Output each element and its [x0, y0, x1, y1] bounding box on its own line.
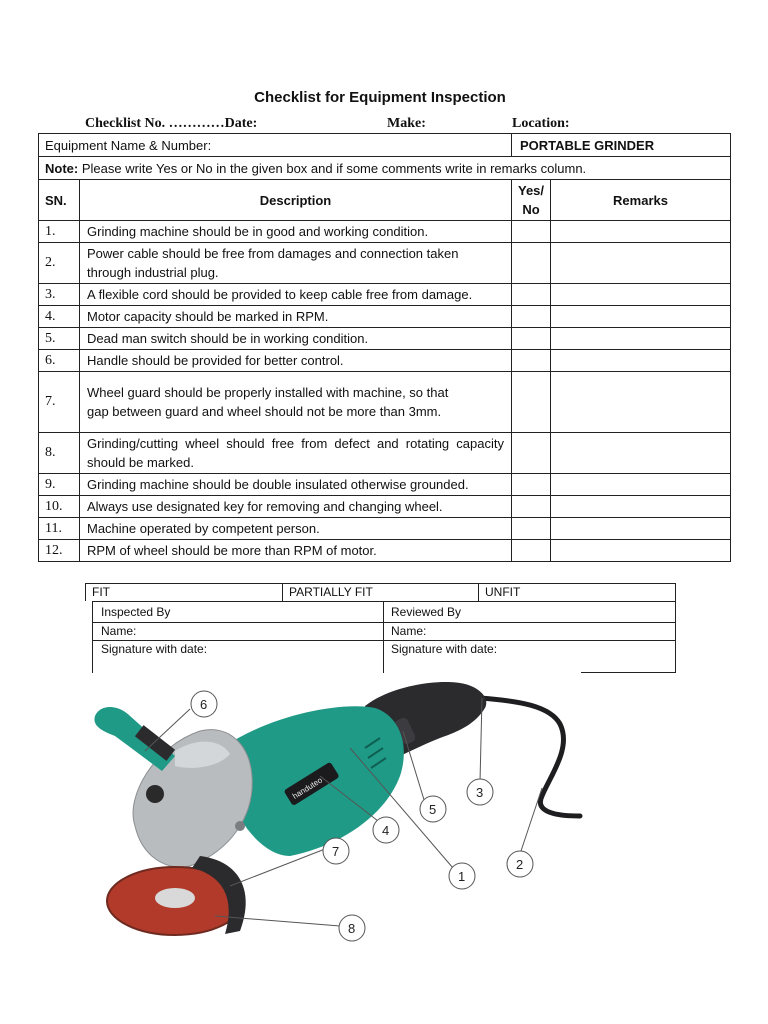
- yes-no-box[interactable]: [512, 328, 551, 350]
- callout-2: [507, 851, 533, 877]
- item-description: Dead man switch should be in working condition.: [80, 328, 512, 350]
- callout-3: [467, 779, 493, 805]
- page-title: Checklist for Equipment Inspection: [254, 89, 506, 106]
- item-description: Wheel guard should be properly installed with machine, so that gap between guard and wheel should not be more than 3mm.: [80, 372, 512, 433]
- remarks-box[interactable]: [551, 350, 731, 372]
- yes-no-box[interactable]: [512, 306, 551, 328]
- remarks-box[interactable]: [551, 540, 731, 562]
- svg-text:8: 8: [348, 921, 356, 936]
- callout-5: [420, 796, 446, 822]
- item-description: A flexible cord should be provided to keep cable free from damage.: [80, 284, 512, 306]
- note-label: Note:: [45, 160, 79, 176]
- yes-no-box[interactable]: [512, 474, 551, 496]
- item-number: 10.: [39, 496, 80, 518]
- svg-text:3: 3: [476, 785, 484, 800]
- inspected-by-label: Inspected By: [101, 605, 171, 619]
- note-text: Please write Yes or No in the given box and if some comments write in remarks column.: [78, 160, 587, 176]
- svg-text:4: 4: [382, 823, 390, 838]
- item-description: RPM of wheel should be more than RPM of motor.: [80, 540, 512, 562]
- remarks-box[interactable]: [551, 496, 731, 518]
- checklist-row: [39, 328, 731, 350]
- item-number: 8.: [39, 433, 80, 474]
- header-description: Description: [80, 180, 512, 221]
- checklist-row: [39, 243, 731, 284]
- item-description: Machine operated by competent person.: [80, 518, 512, 540]
- angle-grinder-illustration: [80, 676, 600, 956]
- item-number: 11.: [39, 518, 80, 540]
- item-description: Handle should be provided for better control.: [80, 350, 512, 372]
- svg-text:7: 7: [332, 844, 340, 859]
- partially-fit-option: PARTIALLY FIT: [289, 585, 373, 599]
- power-cable: [480, 698, 580, 816]
- callout-4: [373, 817, 399, 843]
- header-row: [39, 180, 731, 221]
- item-number: 5.: [39, 328, 80, 350]
- yes-no-box[interactable]: [512, 243, 551, 284]
- svg-text:5: 5: [429, 802, 437, 817]
- checklist-row: [39, 284, 731, 306]
- item-number: 3.: [39, 284, 80, 306]
- svg-text:2: 2: [516, 857, 524, 872]
- checklist-row: [39, 474, 731, 496]
- svg-text:6: 6: [200, 697, 208, 712]
- equipment-row: [39, 134, 731, 157]
- callout-7: [323, 838, 349, 864]
- checklist-row: [39, 518, 731, 540]
- item-description: Grinding machine should be double insulated otherwise grounded.: [80, 474, 512, 496]
- checklist-row: [39, 221, 731, 243]
- item-description: Motor capacity should be marked in RPM.: [80, 306, 512, 328]
- reviewer-name-label: Name:: [391, 624, 427, 638]
- remarks-box[interactable]: [551, 328, 731, 350]
- location-label: Location:: [512, 116, 570, 131]
- make-label: Make:: [387, 116, 426, 131]
- item-description: Grinding/cutting wheel should free from defect and rotating capacity should be marked.: [80, 433, 512, 474]
- item-number: 2.: [39, 243, 80, 284]
- checklist-row: [39, 496, 731, 518]
- remarks-box[interactable]: [551, 284, 731, 306]
- header-yes-no: Yes/ No: [512, 180, 551, 221]
- yes-no-box[interactable]: [512, 496, 551, 518]
- callout-1: [449, 863, 475, 889]
- remarks-box[interactable]: [551, 518, 731, 540]
- inspection-table: [38, 133, 731, 562]
- svg-text:handuteo: handuteo: [290, 775, 324, 801]
- fit-option: FIT: [92, 585, 110, 599]
- item-number: 9.: [39, 474, 80, 496]
- item-number: 6.: [39, 350, 80, 372]
- remarks-box[interactable]: [551, 243, 731, 284]
- yes-no-box[interactable]: [512, 433, 551, 474]
- note-row: [39, 157, 731, 180]
- remarks-box[interactable]: [551, 306, 731, 328]
- yes-no-box[interactable]: [512, 518, 551, 540]
- equipment-label: Equipment Name & Number:: [39, 134, 512, 157]
- yes-no-box[interactable]: [512, 221, 551, 243]
- header-remarks: Remarks: [551, 180, 731, 221]
- unfit-option: UNFIT: [485, 585, 521, 599]
- yes-no-box[interactable]: [512, 372, 551, 433]
- yes-no-box[interactable]: [512, 350, 551, 372]
- header-sn: SN.: [39, 180, 80, 221]
- inspector-signature-label: Signature with date:: [101, 642, 208, 656]
- item-description: Power cable should be free from damages and connection taken through industrial plug.: [80, 243, 512, 284]
- checklist-row: [39, 433, 731, 474]
- item-number: 12.: [39, 540, 80, 562]
- item-number: 7.: [39, 372, 80, 433]
- remarks-box[interactable]: [551, 474, 731, 496]
- remarks-box[interactable]: [551, 372, 731, 433]
- item-number: 1.: [39, 221, 80, 243]
- item-description: Grinding machine should be in good and working condition.: [80, 221, 512, 243]
- checklist-row: [39, 350, 731, 372]
- yes-no-box[interactable]: [512, 540, 551, 562]
- remarks-box[interactable]: [551, 221, 731, 243]
- remarks-box[interactable]: [551, 433, 731, 474]
- checklist-row: [39, 540, 731, 562]
- callout-6: [191, 691, 217, 717]
- checklist-row: [39, 372, 731, 433]
- item-number: 4.: [39, 306, 80, 328]
- yes-no-box[interactable]: [512, 284, 551, 306]
- checklist-no-date-label: Checklist No. …………Date:: [85, 116, 258, 131]
- inspector-name-label: Name:: [101, 624, 137, 638]
- spindle-lock: [146, 785, 164, 803]
- reviewer-signature-label: Signature with date:: [391, 642, 498, 656]
- side-screw: [235, 821, 245, 831]
- reviewed-by-label: Reviewed By: [391, 605, 462, 619]
- equipment-value: PORTABLE GRINDER: [512, 134, 731, 157]
- checklist-row: [39, 306, 731, 328]
- callout-8: [339, 915, 365, 941]
- note-cell: [39, 157, 731, 180]
- side-handle: [94, 707, 175, 771]
- svg-text:1: 1: [458, 869, 466, 884]
- wheel-center: [155, 888, 195, 908]
- item-description: Always use designated key for removing and changing wheel.: [80, 496, 512, 518]
